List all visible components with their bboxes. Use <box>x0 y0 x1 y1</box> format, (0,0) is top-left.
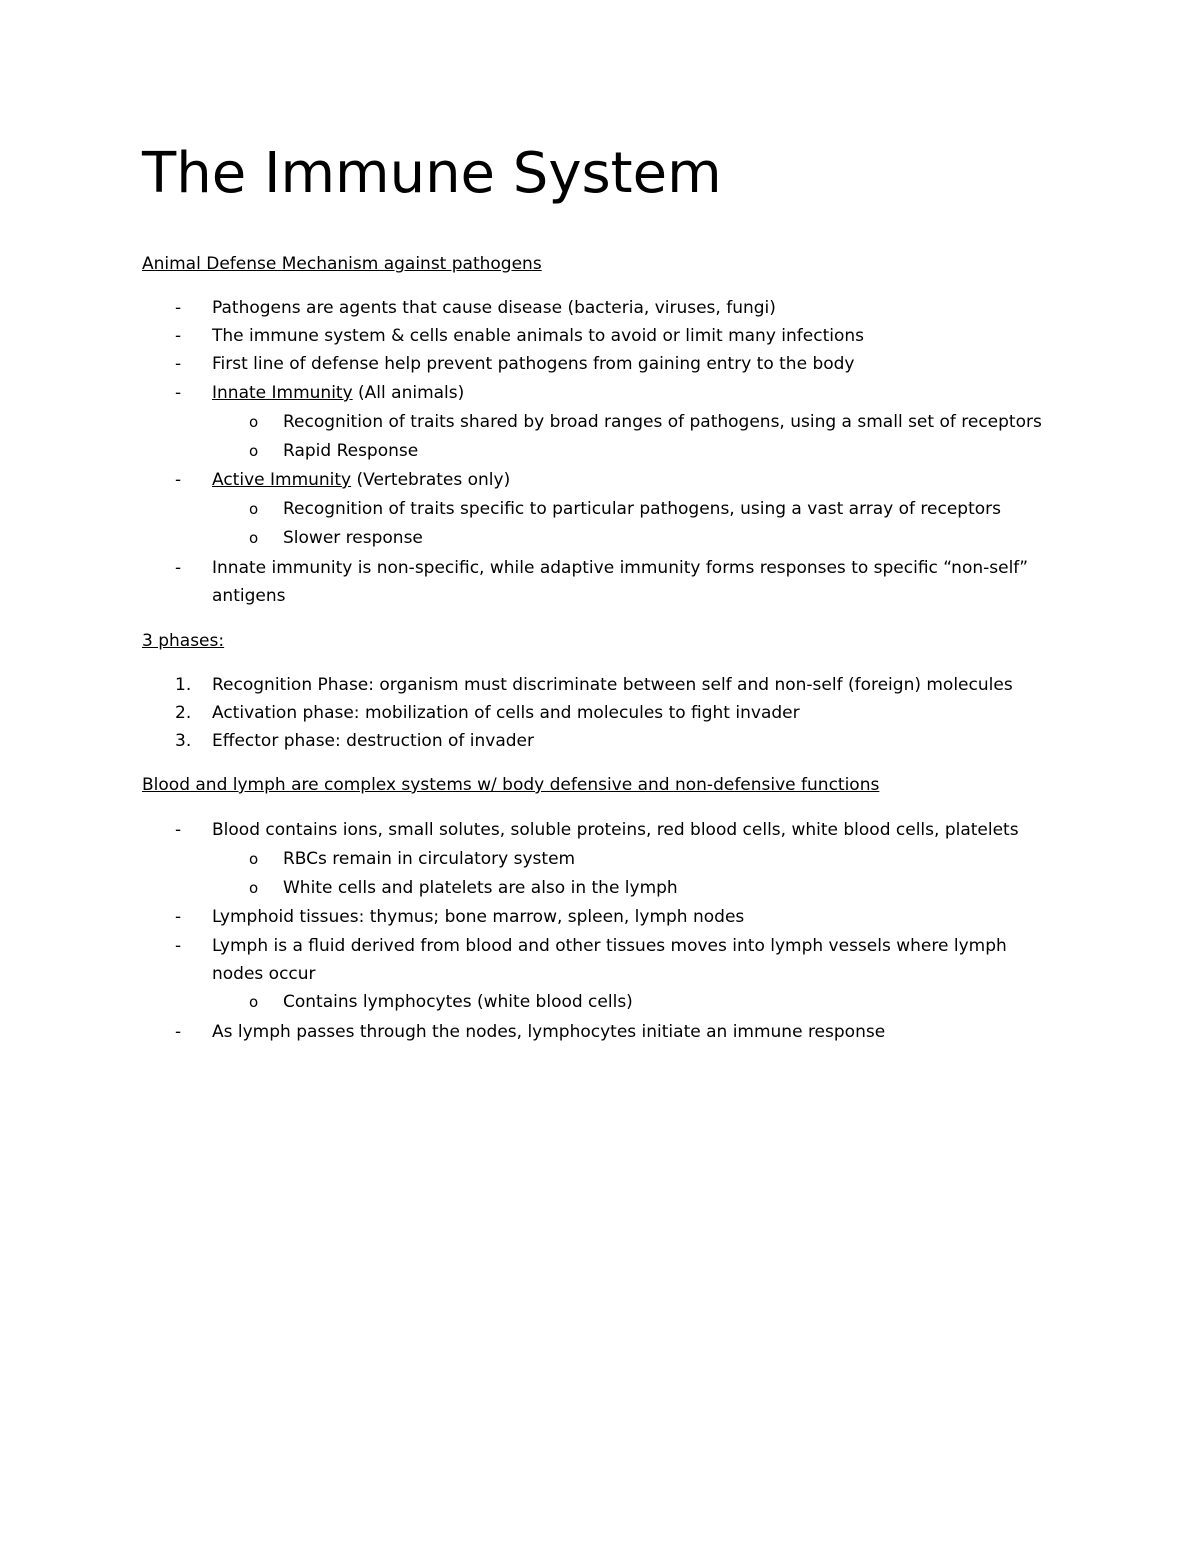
list-item-continuation: antigens <box>212 586 286 606</box>
sub-list-item-text: White cells and platelets are also in the lymph <box>283 878 678 898</box>
numbered-item-text: Recognition Phase: organism must discriminate between self and non-self (foreign) molecules <box>212 675 1013 695</box>
circle-bullet: o <box>249 413 259 431</box>
dash-bullet: - <box>175 470 182 490</box>
dash-bullet: - <box>175 907 182 927</box>
section-heading-defense: Animal Defense Mechanism against pathogens <box>142 254 542 274</box>
number-marker: 1. <box>175 675 192 695</box>
dash-bullet: - <box>175 383 182 403</box>
dash-bullet: - <box>175 1022 182 1042</box>
sub-list-item-text: Rapid Response <box>283 441 419 461</box>
circle-bullet: o <box>249 879 259 897</box>
circle-bullet: o <box>249 500 259 518</box>
list-item-text: The immune system & cells enable animals to avoid or limit many infections <box>212 326 865 346</box>
list-item-text: Lymphoid tissues: thymus; bone marrow, spleen, lymph nodes <box>212 907 745 927</box>
term-note: (Vertebrates only) <box>351 470 511 490</box>
section-heading-blood-lymph: Blood and lymph are complex systems w/ body defensive and non-defensive functions <box>142 775 880 795</box>
sub-list-item-text: Recognition of traits shared by broad ranges of pathogens, using a small set of receptors <box>283 412 1042 432</box>
list-item-text: First line of defense help prevent pathogens from gaining entry to the body <box>212 354 855 374</box>
dash-bullet: - <box>175 298 182 318</box>
list-item-continuation: nodes occur <box>212 964 316 984</box>
sub-list-item-text: RBCs remain in circulatory system <box>283 849 576 869</box>
sub-list-item-text: Slower response <box>283 528 423 548</box>
sub-list-item-text: Recognition of traits specific to particular pathogens, using a vast array of receptors <box>283 499 1002 519</box>
list-item-text: Lymph is a fluid derived from blood and other tissues moves into lymph vessels where lymph <box>212 936 1007 956</box>
term-active-immunity: Active Immunity <box>212 470 352 490</box>
dash-bullet: - <box>175 558 182 578</box>
circle-bullet: o <box>249 993 259 1011</box>
list-item-text <box>212 468 510 492</box>
list-item-text <box>212 381 464 405</box>
section-heading-phases: 3 phases: <box>142 631 225 651</box>
list-item-text: As lymph passes through the nodes, lymphocytes initiate an immune response <box>212 1022 886 1042</box>
numbered-item-text: Effector phase: destruction of invader <box>212 731 535 751</box>
sub-list-item-text: Contains lymphocytes (white blood cells) <box>283 992 633 1012</box>
circle-bullet: o <box>249 850 259 868</box>
number-marker: 2. <box>175 703 192 723</box>
circle-bullet: o <box>249 529 259 547</box>
number-marker: 3. <box>175 731 192 751</box>
term-note: (All animals) <box>352 383 465 403</box>
term-innate-immunity: Innate Immunity <box>212 383 353 403</box>
list-item-text: Blood contains ions, small solutes, soluble proteins, red blood cells, white blood cells, platelets <box>212 820 1019 840</box>
dash-bullet: - <box>175 354 182 374</box>
page-title: The Immune System <box>142 141 722 206</box>
dash-bullet: - <box>175 820 182 840</box>
dash-bullet: - <box>175 936 182 956</box>
numbered-item-text: Activation phase: mobilization of cells and molecules to fight invader <box>212 703 800 723</box>
list-item-text: Innate immunity is non-specific, while adaptive immunity forms responses to specific “non-self” <box>212 558 1029 578</box>
list-item-text: Pathogens are agents that cause disease (bacteria, viruses, fungi) <box>212 298 776 318</box>
circle-bullet: o <box>249 442 259 460</box>
dash-bullet: - <box>175 326 182 346</box>
